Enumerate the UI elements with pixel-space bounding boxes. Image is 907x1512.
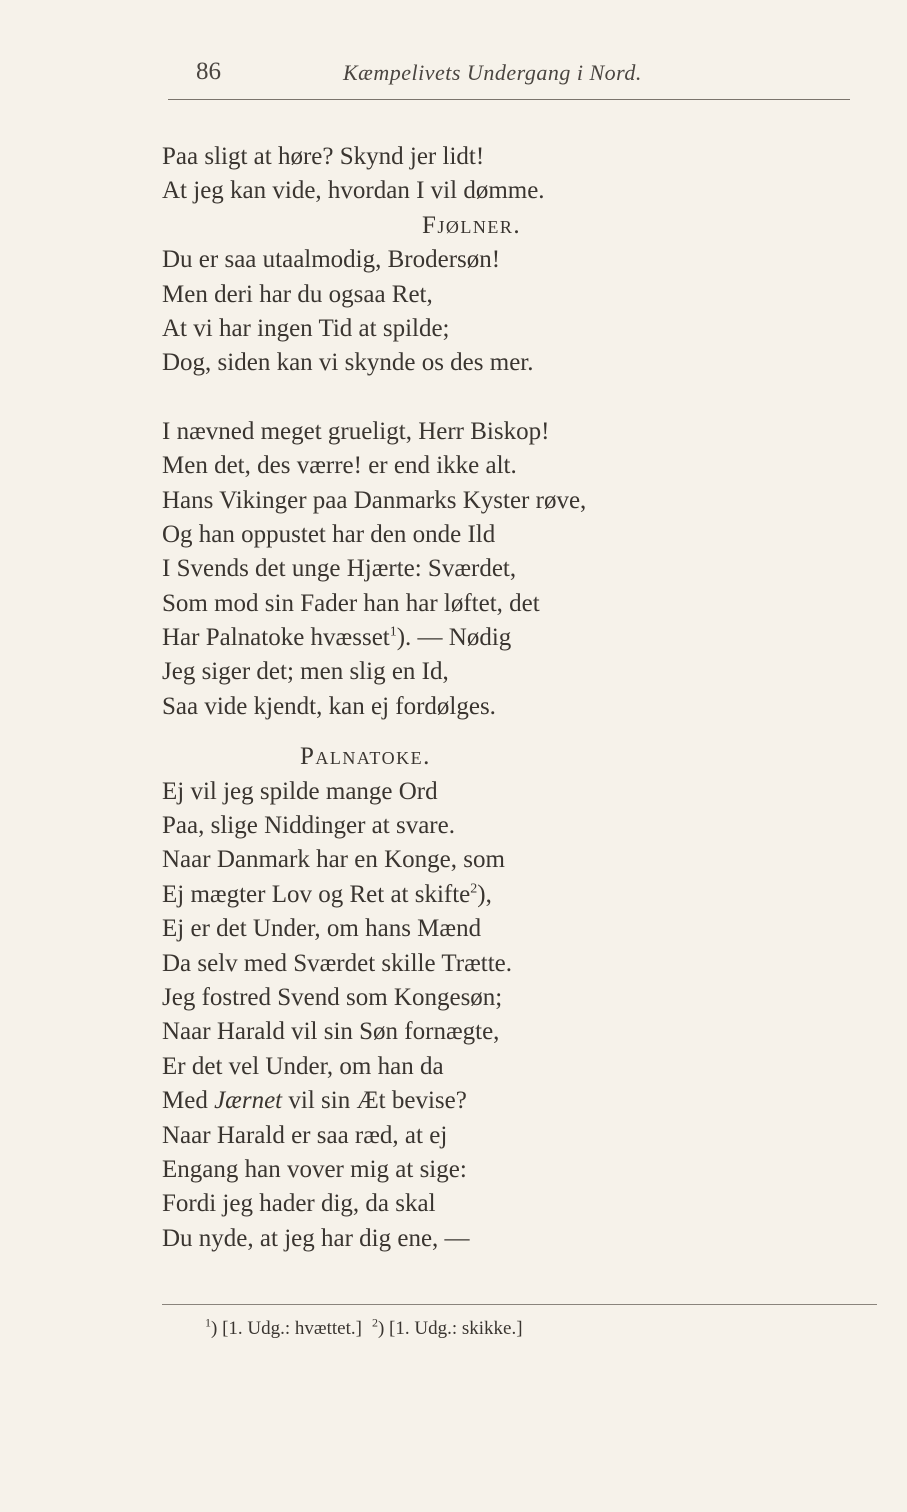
poem-body [162,140,862,1256]
italic-word: Jærnet [214,1087,283,1115]
verse-line: Men det, des værre! er end ikke alt. [162,452,517,480]
verse-line: Du nyde, at jeg har dig ene, — [162,1224,470,1252]
verse-text: ). — Nødig [396,624,512,652]
verse-line: Ej vil jeg spilde mange Ord [162,777,438,805]
running-header [0,58,907,88]
verse-line: Naar Danmark har en Konge, som [162,846,505,874]
verse-line: Saa vide kjendt, kan ej fordølges. [162,692,496,720]
verse-text: Med [162,1087,215,1115]
verse-line-with-note [162,878,862,912]
verse-line: Jeg siger det; men slig en Id, [162,658,449,686]
footnote [371,1315,523,1339]
header-rule [168,99,850,100]
verse-line: Jeg fostred Svend som Kongesøn; [162,983,503,1011]
verse-line: Som mod sin Fader han har løftet, det [162,589,540,617]
verse-line: Da selv med Sværdet skille Trætte. [162,949,512,977]
footnote-ref: 2 [470,881,478,897]
verse-text: ), [477,880,492,908]
verse-line: Engang han vover mig at sige: [162,1155,467,1183]
verse-line: Du er saa utaalmodig, Brodersøn! [162,246,501,274]
verse-line-with-note [162,621,862,655]
verse-line: Hans Vikinger paa Danmarks Kyster røve, [162,486,587,514]
verse-line: Naar Harald er saa ræd, at ej [162,1121,448,1149]
verse-line: Ej er det Under, om hans Mænd [162,915,482,943]
footnote-mark: 1 [205,1315,211,1330]
verse-line: Og han oppustet har den onde Ild [162,520,496,548]
footnote-ref: 1 [389,624,397,640]
footnote-rule [162,1304,877,1305]
verse-line: Fordi jeg hader dig, da skal [162,1190,436,1218]
speaker-name-fjolner: Fjølner. [422,211,522,239]
verse-line: Men deri har du ogsaa Ret, [162,280,433,308]
footnote-text: ) [1. Udg.: hvættet.] [211,1318,362,1339]
verse-line: I Svends det unge Hjærte: Sværdet, [162,555,517,583]
verse-line: Er det vel Under, om han da [162,1052,444,1080]
footnote [205,1315,362,1339]
running-title: Kæmpelivets Undergang i Nord. [343,60,642,85]
verse-line: I nævned meget grueligt, Herr Biskop! [162,417,550,445]
verse-line: Paa, slige Niddinger at svare. [162,812,455,840]
verse-line: At jeg kan vide, hvordan I vil dømme. [162,177,545,205]
page-number: 86 [196,58,221,85]
footnote-mark: 2 [371,1315,378,1330]
verse-text: Ej mægter Lov og Ret at skifte [162,880,471,908]
footnotes [205,1315,523,1340]
verse-text: Har Palnatoke hvæsset [162,624,390,652]
footnote-text: ) [1. Udg.: skikke.] [377,1318,523,1339]
verse-text: vil sin Æt bevise? [282,1087,467,1115]
verse-line-italic [162,1084,862,1118]
verse-line: Naar Harald vil sin Søn fornægte, [162,1018,500,1046]
verse-line: Dog, siden kan vi skynde os des mer. [162,349,534,377]
speaker-name-palnatoke: Palnatoke. [300,743,431,771]
verse-line: At vi har ingen Tid at spilde; [162,314,450,342]
verse-line: Paa sligt at høre? Skynd jer lidt! [162,143,485,170]
